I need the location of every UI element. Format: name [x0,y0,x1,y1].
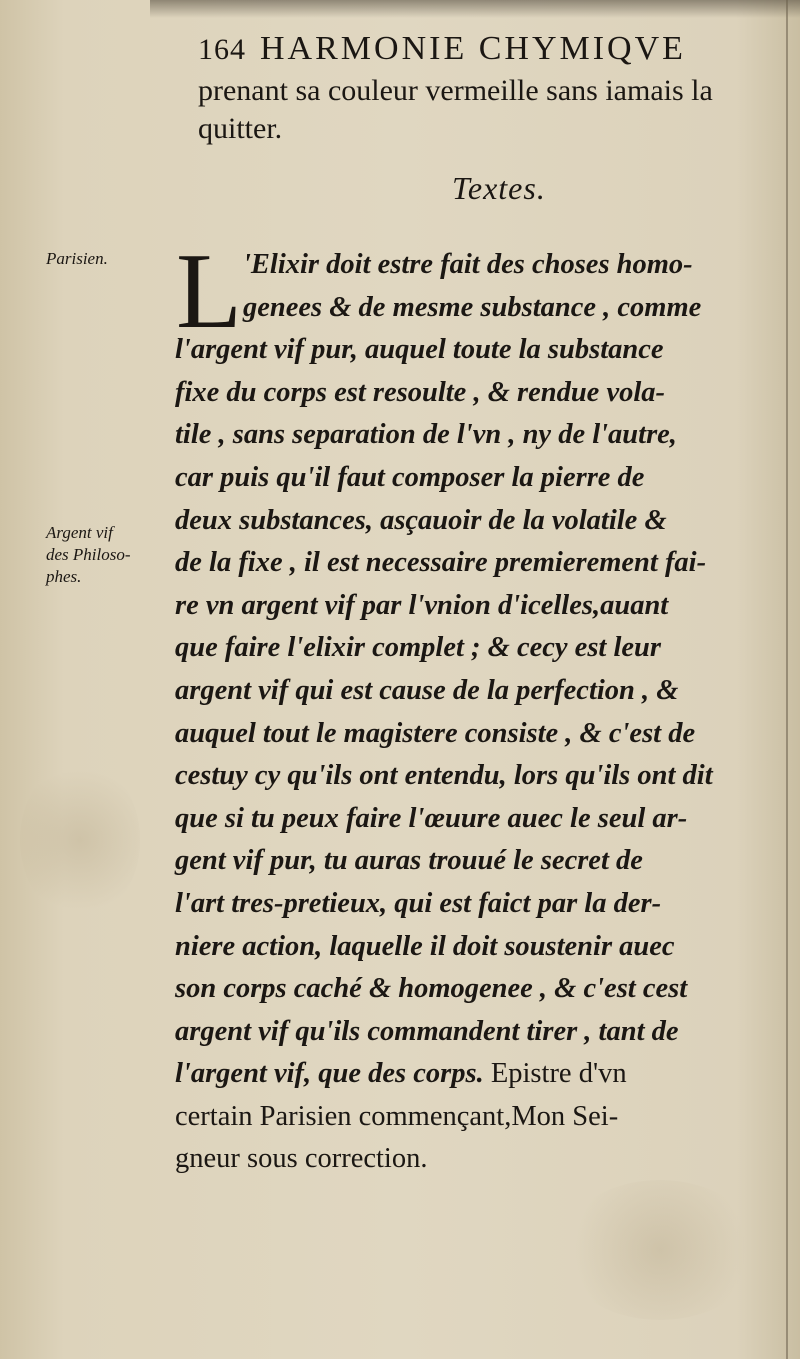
main-text-block [175,244,795,1181]
opening-lines: 'Elixir doit estre fait des choses homo- genees & de mesme substance , comme [243,249,702,323]
drop-cap: L [176,232,242,351]
margin-note-argent-vif: Argent vif des Philoso- phes. [46,523,131,586]
continuation-text: prenant sa couleur vermeille sans iamais la quitter. [198,74,713,145]
paper-stain [560,1180,760,1320]
roman-paragraph: Epistre d'vn certain Parisien commençant,Mon Sei- gneur sous correction. [175,1058,627,1175]
section-title: Textes. [452,170,546,206]
paper-stain [20,760,140,920]
page-number: 164 [198,33,246,66]
margin-note-parisien: Parisien. [46,249,108,268]
running-header [198,30,778,68]
running-title: HARMONIE CHYMIQVE [260,30,686,67]
italic-paragraph: l'argent vif pur, auquel toute la substance fixe du corps est resoulte , & rendue vola- tile , sans separation de l'vn , ny de l'autre, car puis qu'il faut composer la pierre de deux substances, asçauoir de la volatile & de la fixe , il est necessaire premierement fai- re vn argent vif par l'vnion d'icelles,auant que faire l'elixir complet ; & cecy est leur argent vif qui est cause de la perfection , & auquel tout le magistere consiste , & c'est de cestuy cy qu'ils ont entendu, lors qu'ils ont dit que si tu peux faire l'œuure auec le seul ar- gent vif pur, tu auras trouué le secret de l'art tres-pretieux, qui est faict par la der- niere action, laquelle il doit soustenir auec son corps caché & homogenee , & c'est cest argent vif qu'ils commandent tirer , tant de l'argent vif, que des corps. [175,334,713,1090]
page-top-shadow [150,0,800,18]
